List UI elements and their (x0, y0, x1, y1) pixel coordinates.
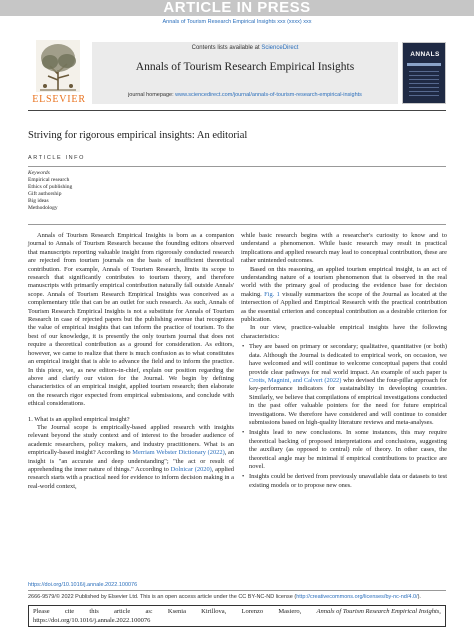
body-paragraph (28, 424, 234, 491)
journal-homepage-line (92, 92, 398, 98)
journal-citation-line[interactable]: Annals of Tourism Research Empirical Insights xxx (xxxx) xxx (162, 19, 312, 25)
body-left-column (28, 232, 234, 491)
article-info-label: ARTICLE INFO (28, 155, 85, 161)
article-info-bottom-divider (28, 224, 446, 225)
keywords-label: Keywords (28, 170, 50, 176)
cover-band (407, 63, 441, 66)
body-paragraph: while basic research begins with a researcher's curiosity to know and to understand a phenomenon. While basic research may result in practical implications and applied research may lead to conceptual contribution, these are rather unintended outcomes. (241, 232, 447, 265)
cite-word: article (114, 608, 131, 615)
masthead-divider (28, 110, 446, 111)
keyword-item: Ethics of publishing (28, 184, 73, 190)
figure-link[interactable]: Fig. 1 (264, 290, 280, 298)
body-text: , an insight is "an accurate and deep understanding"; "the act or result of apprehending the inner nature of things." According to (28, 449, 235, 473)
sciencedirect-link[interactable]: ScienceDirect (261, 45, 299, 51)
list-item: • Insights could be derived from previously unavailable data or datasets to test existing models or to propose new ones. (241, 473, 447, 490)
body-paragraph: Annals of Tourism Research Empirical Insights is born as a companion journal to Annals of Tourism Research because the founding editors observed that manuscripts reporting valuable insight from rigorously conducted research are rejected from tourism journals on the basis of insufficient theoretical contribution. For example, Annals of Tourism Research, limits its scope to research that significantly contributes to tourism theory, and therefore manuscripts with primarily empirical contribution naturally fall outside Annals' scope. Annals of Tourism Research Empirical Insights was conceived as a complementary title that can be an outlet for such research. As such, Annals of Tourism Research Empirical Insights is not a substitute for Annals of Tourism Research in case of rejected papers but the publishing avenue that recognizes the value of empirical insights that can inform the practice of tourism. To the best of our knowledge, it is presently the only tourism journal that does not require a theoretical contribution as a ground for consideration. As editors, however, we came to realize that there is much confusion as to what constitutes an empirical insight that is able to advance the field and to inform the practice. In this piece, we, as new editors-in-chief, explain our position regarding the above and clarify our vision for the Journal. We begin by defining characteristics of an empirical insight, applied tourism research; then elaborate on the research rigor expected from empirical submissions, and conclude with ethical considerations. (28, 232, 234, 408)
copyright-text: ). (417, 594, 421, 600)
keyword-item: Empirical research (28, 177, 70, 183)
reference-link[interactable]: Dolnicar (2020) (170, 465, 212, 473)
article-title: Striving for rigorous empirical insights: An editorial (28, 130, 248, 141)
journal-homepage-link[interactable]: www.sciencedirect.com/journal/annals-of-tourism-research-empirical-insights (175, 92, 362, 98)
keywords-block (28, 170, 228, 212)
article-info-divider (28, 166, 446, 167)
cover-title: ANNALS (410, 51, 440, 58)
list-item: • Insights lead to new conclusions. In some instances, this may require theoretical backing of proposed interpretations and conclusions, suggesting the auxiliary (as opposed to central) role of theory. In other cases, the theoretical angle may be minimal if empirical contributions to practice are novel. (241, 429, 447, 471)
please-cite-row (33, 607, 441, 616)
cite-word: cite (64, 608, 75, 615)
contents-prefix: Contents lists available at (191, 45, 262, 51)
body-text: They are based on primary or secondary; qualitative, quantitative (or both) data. Although the Journal is dedicated to empirical work, on occasion, we have welcomed and will continue to welcome conceptual papers that could provide clear pathways for real world impact. An example of such paper is (249, 343, 447, 376)
please-cite-box (28, 605, 446, 627)
body-text: who devised the four-pillar approach for key-performance indicators for sustainability in developing countries. Similarly, we believe that compilations of empirical investigations conducted in the past offer valuable pointers for the need for future empirical investigations. We therefore have considered and will continue to consider submissions based on high-quality literature reviews and meta-analyses. (249, 376, 447, 426)
cite-word: as: (145, 608, 153, 615)
cite-word: Lorenzo (241, 608, 264, 615)
cover-text-lines (409, 71, 439, 97)
doi-link[interactable]: https://doi.org/10.1016/j.annale.2022.100076 (28, 582, 138, 588)
body-text: Based on this reasoning, an applied tourism empirical insight, is an act of understanding nature of a tourism phenomenon that is observed in the real world with the primary goal of producing the evidence base for decision making. (241, 265, 447, 298)
reference-link[interactable]: Crotts, Magnini, and Calvert (2022) (249, 376, 342, 384)
cite-word: Kirillova, (201, 608, 227, 615)
section-heading: 1. What is an applied empirical insight? (28, 415, 130, 423)
homepage-label: journal homepage: (128, 92, 176, 98)
body-paragraph: In our view, practice-valuable empirical insights have the following characteristics: (241, 324, 447, 340)
elsevier-wordmark: ELSEVIER (32, 94, 86, 105)
reference-link[interactable]: Merriam Webster Dictionary (2022) (132, 449, 225, 457)
cite-word: Ksenia (167, 608, 186, 615)
body-right-column (241, 232, 447, 492)
contents-available-line (92, 45, 398, 51)
keyword-item: Big ideas (28, 198, 49, 204)
body-text: , applied research starts with a practical need for evidence to inform decision making in a real-world context, (28, 465, 234, 490)
cite-journal: Annals of Tourism Research Empirical Insights, (316, 608, 441, 615)
cite-word: this (89, 608, 99, 615)
cite-word: Masiero, (278, 608, 302, 615)
journal-title: Annals of Tourism Research Empirical Insights (135, 61, 355, 73)
keyword-item: Gift authorship (28, 191, 62, 197)
journal-header-box (92, 42, 398, 104)
elsevier-logo (28, 38, 90, 108)
article-in-press-banner: ARTICLE IN PRESS (0, 0, 474, 16)
keyword-item: Methodology (28, 205, 58, 211)
journal-cover-thumbnail[interactable] (402, 42, 446, 104)
body-paragraph (241, 266, 447, 325)
characteristics-list (241, 343, 447, 490)
footer-divider (28, 590, 446, 591)
body-text: visually summarizes the scope of the Journal as located at the intersection of Applied and Empirical Research with the practical contribution as the essential criterion and conceptual contribution as a desirable criterion for publication. (241, 290, 447, 324)
copyright-line (28, 594, 458, 600)
copyright-text: 2666-9579/© 2022 Published by Elsevier Ltd. This is an open access article under the CC BY-NC-ND license ( (28, 594, 297, 600)
list-item (241, 343, 447, 427)
body-text: The Journal scope is empirically-based applied research with insights relevant beyond the study context and of interest to the broader audience of academic researchers, policy makers, and industry practitioners. What is an empirically-based insight? According to (28, 423, 234, 457)
journal-masthead (28, 38, 446, 108)
cite-word: Please (33, 608, 50, 615)
cite-doi[interactable]: https://doi.org/10.1016/j.annale.2022.100076 (33, 617, 151, 624)
license-link[interactable]: http://creativecommons.org/licenses/by-nc-nd/4.0/ (296, 594, 418, 600)
elsevier-tree-icon (36, 40, 80, 92)
